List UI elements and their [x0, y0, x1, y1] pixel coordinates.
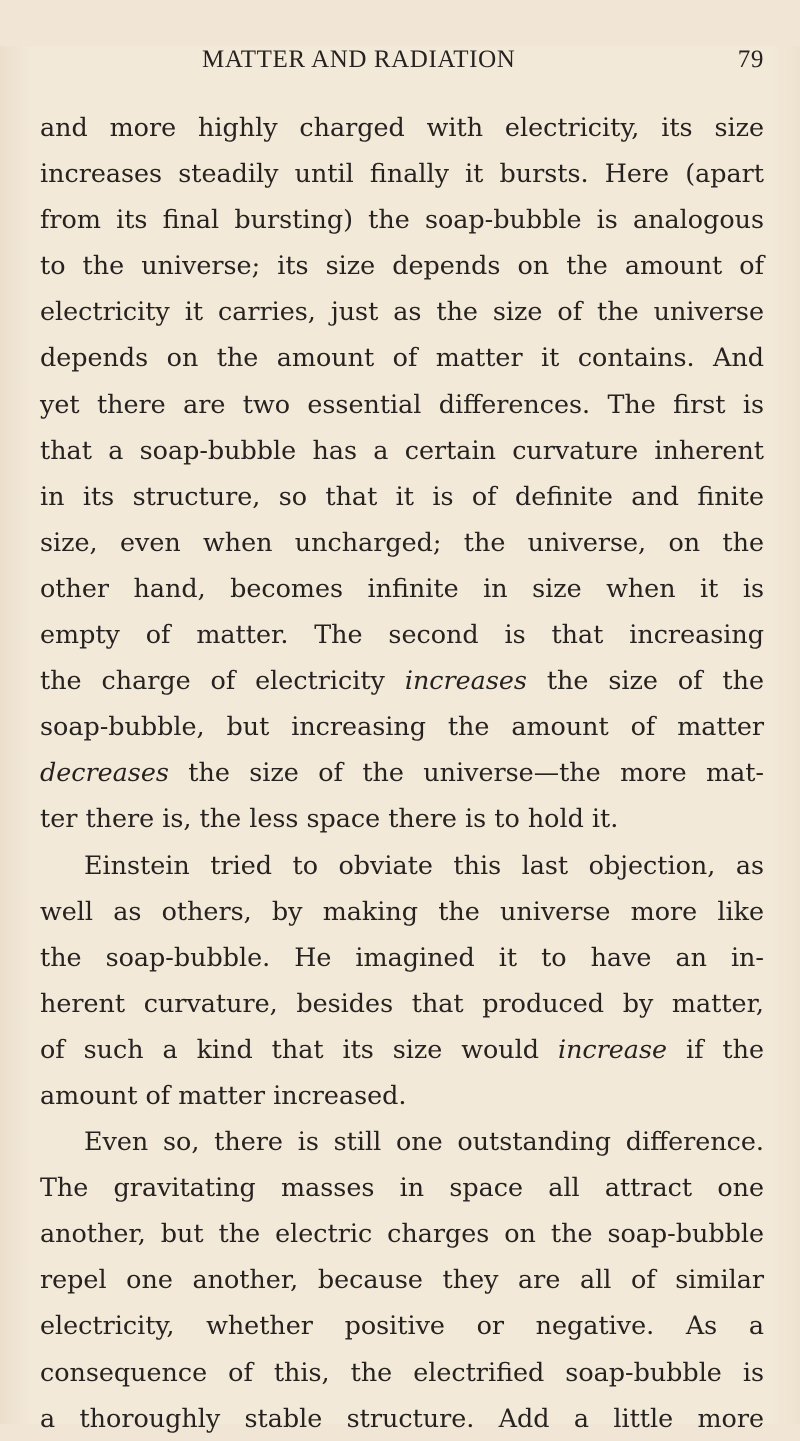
text-line: Einstein tried to obviate this last objection, as	[84, 849, 764, 880]
italic-word: decreases	[40, 757, 169, 788]
running-head	[40, 46, 764, 104]
text-line: The gravitating masses in space all attract one	[40, 1172, 764, 1203]
running-title: MATTER AND RADIATION	[202, 46, 516, 73]
text-line: herent curvature, besides that produced by matter,	[40, 987, 764, 1018]
italic-word: increases	[404, 665, 527, 696]
text-line: from its final bursting) the soap-bubble is analogous	[40, 204, 764, 235]
text-line: soap-bubble, but increasing the amount of matter	[40, 711, 764, 742]
line-text: the size of the	[526, 665, 765, 696]
text-line: electricity, whether positive or negative. As a	[40, 1310, 764, 1341]
text-line: that a soap-bubble has a certain curvature inherent	[40, 434, 764, 465]
text-line: repel one another, because they are all of similar	[40, 1264, 764, 1295]
text-line: and more highly charged with electricity, its size	[40, 112, 764, 142]
text-line: to the universe; its size depends on the amount of	[40, 250, 764, 281]
text-line: electricity it carries, just as the size of the universe	[40, 296, 764, 327]
text-line: increases steadily until finally it bursts. Here (apart	[40, 158, 764, 189]
body-text	[40, 104, 764, 1441]
text-line: ter there is, the less space there is to hold it.	[40, 803, 619, 834]
line-text: the charge of electricity	[40, 665, 405, 696]
text-line: well as others, by making the universe more like	[40, 895, 764, 926]
text-line: empty of matter. The second is that increasing	[40, 619, 764, 650]
text-line	[40, 657, 764, 703]
text-line: Even so, there is still one outstanding difference.	[84, 1126, 764, 1157]
text-line: another, but the electric charges on the soap-bubble	[40, 1218, 764, 1249]
italic-word: increase	[557, 1033, 668, 1064]
line-text: if the	[667, 1033, 764, 1064]
text-line: a thoroughly stable structure. Add a little more	[40, 1402, 764, 1433]
text-line	[40, 1026, 764, 1072]
text-line: yet there are two essential differences. The first is	[40, 388, 764, 419]
line-text: the size of the universe—the more mat-	[168, 757, 764, 788]
line-text: of such a kind that its size would	[40, 1033, 558, 1064]
text-line: the soap-bubble. He imagined it to have an in-	[40, 941, 764, 972]
text-line: in its structure, so that it is of definite and finite	[40, 480, 764, 511]
text-line: depends on the amount of matter it contains. And	[40, 342, 764, 373]
text-line: amount of matter increased.	[40, 1079, 407, 1110]
text-line: consequence of this, the electrified soap-bubble is	[40, 1356, 764, 1387]
text-line: other hand, becomes infinite in size when it is	[40, 572, 764, 603]
text-line	[40, 749, 764, 795]
text-line: size, even when uncharged; the universe, on the	[40, 526, 764, 557]
book-page	[0, 46, 800, 1433]
page-number: 79	[737, 46, 764, 73]
